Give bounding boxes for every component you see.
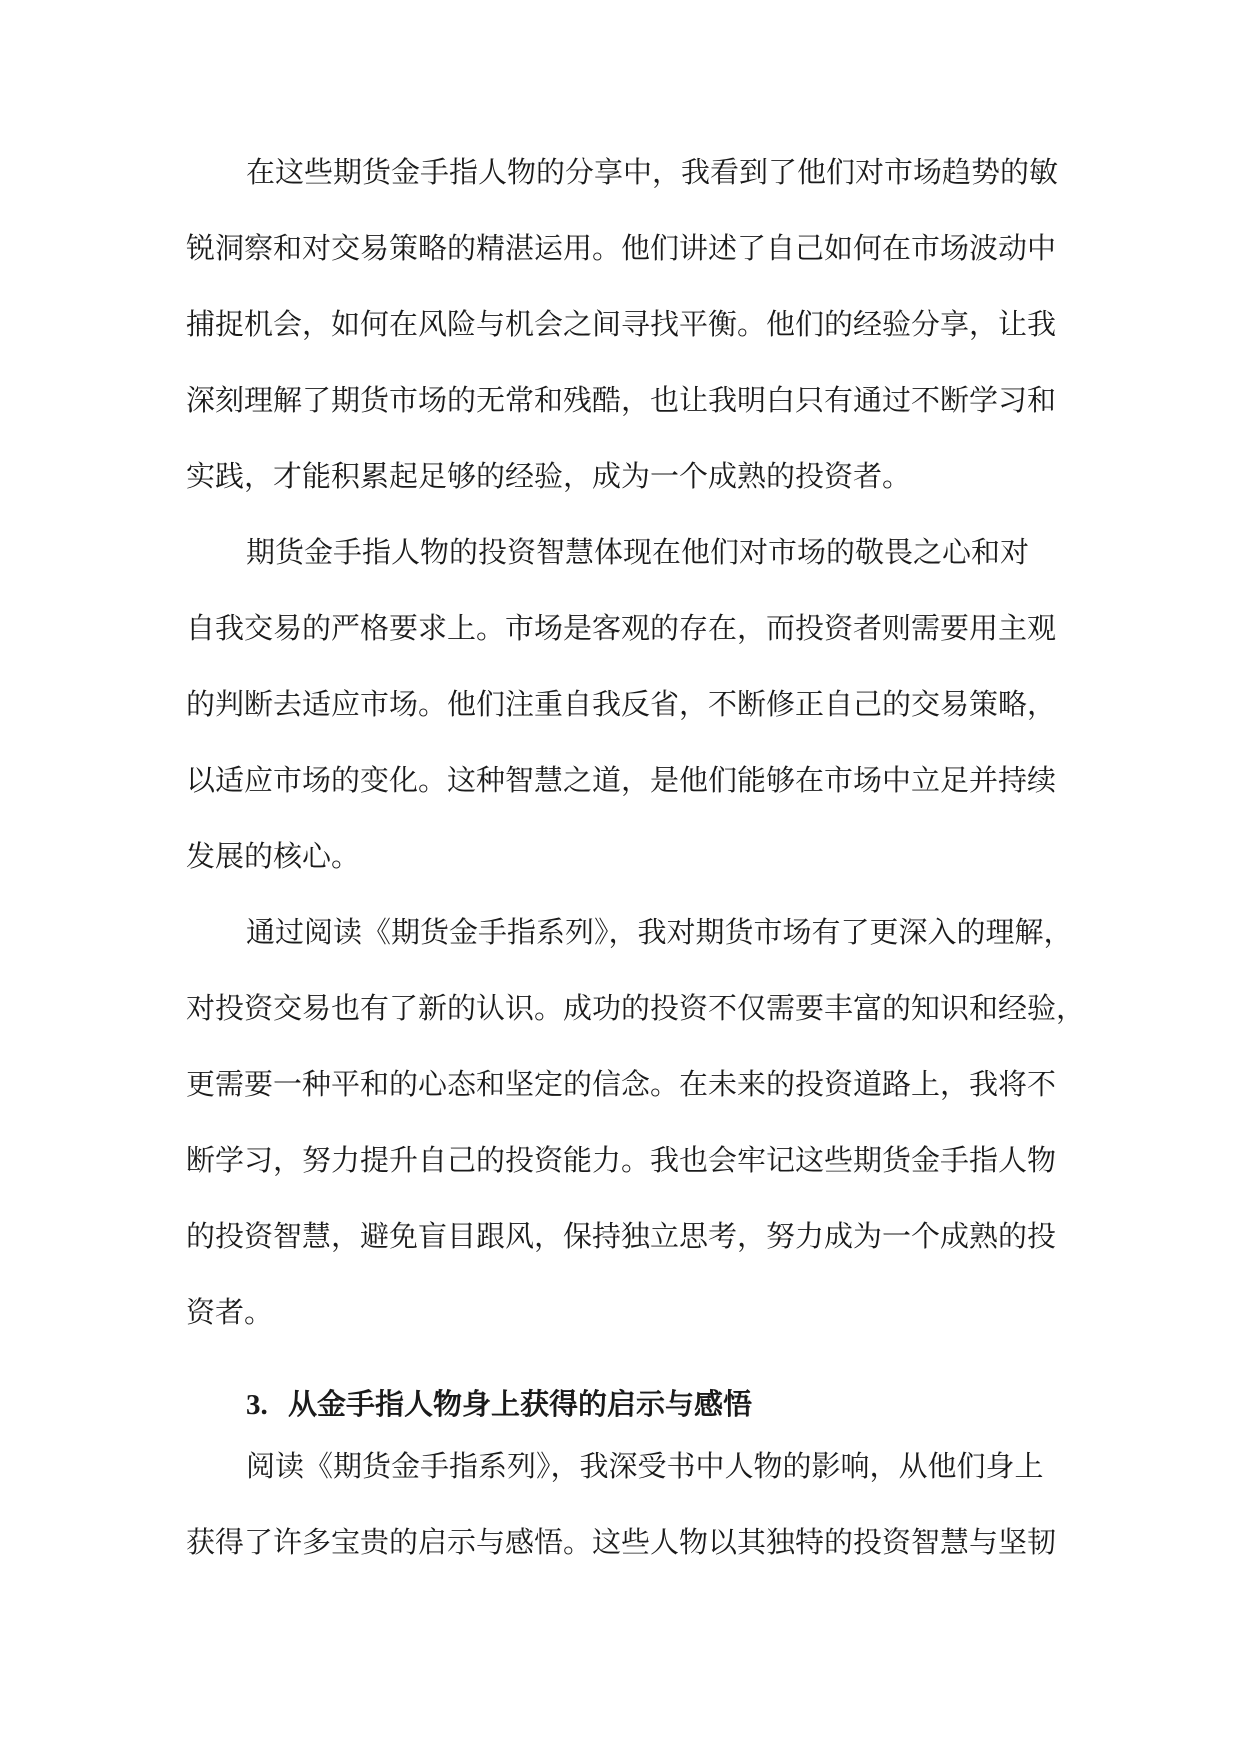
paragraph-line: 发展的核心。	[186, 839, 361, 873]
paragraph-4	[186, 1428, 1056, 1580]
paragraph-line: 锐洞察和对交易策略的精湛运用。他们讲述了自己如何在市场波动中	[186, 231, 1057, 265]
paragraph-2	[186, 514, 1056, 894]
section-number: 3.	[246, 1389, 268, 1421]
paragraph-line: 对投资交易也有了新的认识。成功的投资不仅需要丰富的知识和经验，	[186, 991, 1086, 1025]
paragraph-line: 在这些期货金手指人物的分享中，我看到了他们对市场趋势的敏	[246, 155, 1059, 189]
paragraph-line: 深刻理解了期货市场的无常和残酷，也让我明白只有通过不断学习和	[186, 383, 1057, 417]
paragraph-line: 更需要一种平和的心态和坚定的信念。在未来的投资道路上，我将不	[186, 1067, 1057, 1101]
paragraph-1	[186, 134, 1059, 514]
paragraph-line: 自我交易的严格要求上。市场是客观的存在，而投资者则需要用主观	[186, 611, 1057, 645]
paragraph-line: 资者。	[186, 1295, 274, 1329]
section-heading	[246, 1384, 752, 1425]
paragraph-line: 获得了许多宝贵的启示与感悟。这些人物以其独特的投资智慧与坚韧	[186, 1525, 1057, 1559]
paragraph-line: 捕捉机会，如何在风险与机会之间寻找平衡。他们的经验分享，让我	[186, 307, 1057, 341]
paragraph-line: 的投资智慧，避免盲目跟风，保持独立思考，努力成为一个成熟的投	[186, 1219, 1057, 1253]
paragraph-line: 期货金手指人物的投资智慧体现在他们对市场的敬畏之心和对	[246, 535, 1030, 569]
paragraph-line: 实践，才能积累起足够的经验，成为一个成熟的投资者。	[186, 459, 912, 493]
paragraph-line: 以适应市场的变化。这种智慧之道，是他们能够在市场中立足并持续	[186, 763, 1057, 797]
paragraph-line: 的判断去适应市场。他们注重自我反省，不断修正自己的交易策略，	[186, 687, 1057, 721]
paragraph-3	[186, 894, 1086, 1350]
paragraph-line: 通过阅读《期货金手指系列》，我对期货市场有了更深入的理解，	[246, 915, 1073, 949]
paragraph-line: 阅读《期货金手指系列》，我深受书中人物的影响，从他们身上	[246, 1449, 1044, 1483]
section-title: 从金手指人物身上获得的启示与感悟	[288, 1387, 753, 1421]
paragraph-line: 断学习，努力提升自己的投资能力。我也会牢记这些期货金手指人物	[186, 1143, 1057, 1177]
